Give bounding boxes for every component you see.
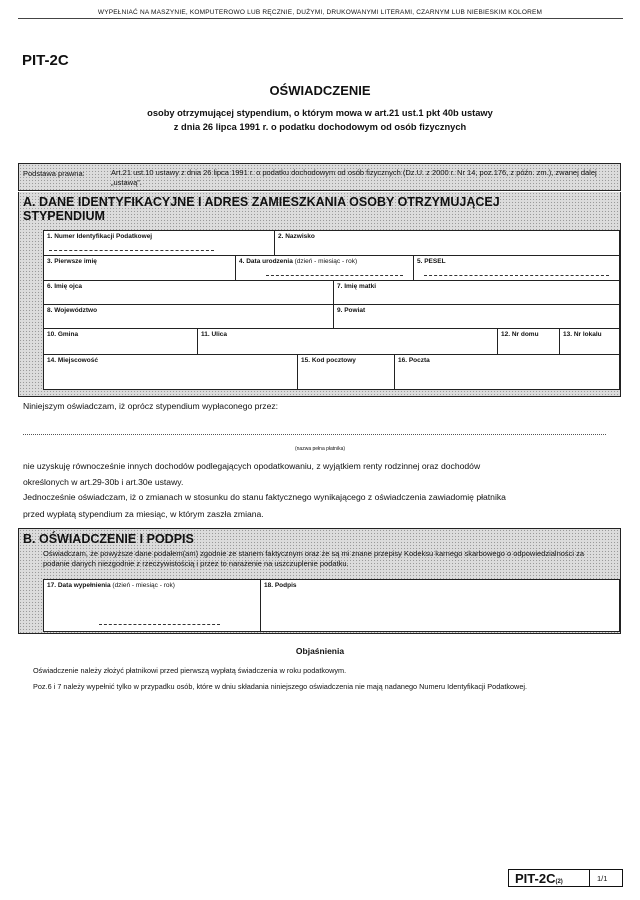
declaration-line-4: przed wypłatą stypendium za miesiąc, w którym zaszła zmiana. [23, 509, 264, 519]
document-title: OŚWIADCZENIE [269, 83, 371, 98]
section-b-statement: Oświadczam, że powyższe dane podałem(am) zgodnie ze stanem faktycznym oraz że są mi znane przepisy Kodeksu karnego skarbowego o odpowiedzialności za podanie danych niezgodnie z rzeczywistością i przez to narażenie na uszczuplenie podatku. [43, 549, 585, 568]
fill-date-ticks [99, 619, 220, 625]
surname-field[interactable] [274, 230, 620, 256]
voivodeship-label: 8. Województwo [47, 307, 98, 314]
top-rule [18, 18, 623, 19]
father-name-field[interactable] [43, 280, 334, 305]
city-field[interactable] [43, 354, 298, 390]
house-number-label: 12. Nr domu [501, 331, 539, 338]
payer-caption: (nazwa pełna płatnika) [294, 446, 346, 452]
document-subtitle [80, 106, 560, 134]
footer-form-code [515, 871, 563, 886]
county-label: 9. Powiat [337, 307, 366, 314]
post-office-field[interactable] [394, 354, 620, 390]
declaration-line-2: określonych w art.29-30b i art.30e ustawy. [23, 477, 184, 487]
fill-date-field[interactable] [43, 579, 261, 632]
mother-name-field[interactable] [333, 280, 620, 305]
signature-field[interactable] [260, 579, 620, 632]
section-b [18, 528, 621, 634]
form-footer [508, 869, 623, 887]
county-field[interactable] [333, 304, 620, 329]
nip-field[interactable] [43, 230, 275, 256]
section-b-title: B. OŚWIADCZENIE I PODPIS [23, 532, 194, 546]
apartment-number-field[interactable] [559, 328, 620, 355]
explanations-title: Objaśnienia [295, 646, 345, 656]
declaration-line-3: Jednocześnie oświadczam, iż o zmianach w stosunku do stanu faktycznego wynikającego z oświadczenia zawiadomię płatnika [23, 492, 506, 502]
explanation-2: Poz.6 i 7 należy wypełnić tylko w przypadku osób, które w dniu składania niniejszego oświadczenia nie mają nadanego Numeru Identyfikacji Podatkowej. [33, 682, 528, 691]
pesel-label: 5. PESEL [417, 258, 446, 265]
birth-date-label-text: 4. Data urodzenia [239, 258, 293, 265]
fill-date-label-text: 17. Data wypełnienia [47, 582, 111, 589]
footer-version: (2) [555, 879, 563, 885]
birth-date-field[interactable] [235, 255, 414, 281]
section-a [18, 192, 621, 397]
fill-date-hint: (dzień - miesiąc - rok) [112, 582, 175, 589]
explanation-1: Oświadczenie należy złożyć płatnikowi przed pierwszą wypłatą świadczenia w roku podatkowym. [33, 666, 347, 675]
birth-date-label [239, 258, 357, 265]
municipality-field[interactable] [43, 328, 198, 355]
birth-date-ticks [266, 270, 403, 276]
section-a-title: A. DANE IDENTYFIKACYJNE I ADRES ZAMIESZKANIA OSOBY OTRZYMUJĄCEJ STYPENDIUM [23, 195, 500, 223]
subtitle-line-1: osoby otrzymującej stypendium, o którym mowa w art.21 ust.1 pkt 40b ustawy [147, 108, 493, 118]
legal-basis-text: Art.21 ust.10 ustawy z dnia 26 lipca 1991 r. o podatku dochodowym od osób fizycznych (Dz.U. z 2000 r. Nr 14, poz.176, z późn. zm.), zwanej dalej „ustawą”. [111, 168, 597, 187]
mother-name-label: 7. Imię matki [337, 283, 377, 290]
fill-instruction: WYPEŁNIAĆ NA MASZYNIE, KOMPUTEROWO LUB RĘCZNIE, DUŻYMI, DRUKOWANYMI LITERAMI, CZARNYM LUB NIEBIESKIM KOLOREM [97, 9, 543, 16]
first-name-field[interactable] [43, 255, 236, 281]
postal-code-field[interactable] [297, 354, 395, 390]
legal-basis-label: Podstawa prawna: [23, 169, 85, 178]
apartment-number-label: 13. Nr lokalu [563, 331, 602, 338]
street-field[interactable] [197, 328, 498, 355]
footer-divider [589, 870, 590, 886]
city-label: 14. Miejscowość [47, 357, 98, 364]
street-label: 11. Ulica [201, 331, 228, 338]
subtitle-line-2: z dnia 26 lipca 1991 r. o podatku dochodowym od osób fizycznych [173, 122, 467, 132]
declaration-line-1: nie uzyskuję równocześnie innych dochodów podlegających opodatkowaniu, z wyjątkiem renty rodzinnej oraz dochodów [23, 461, 481, 471]
voivodeship-field[interactable] [43, 304, 334, 329]
pesel-digit-ticks [424, 270, 609, 276]
surname-label: 2. Nazwisko [278, 233, 315, 240]
pesel-field[interactable] [413, 255, 620, 281]
signature-label: 18. Podpis [264, 582, 297, 589]
postal-code-label: 15. Kod pocztowy [301, 357, 356, 364]
first-name-label: 3. Pierwsze imię [47, 258, 97, 265]
form-code: PIT-2C [22, 52, 69, 69]
legal-basis-box [18, 163, 621, 191]
payer-name-line[interactable] [23, 434, 606, 435]
footer-page-number: 1/1 [597, 874, 608, 883]
birth-date-hint: (dzień - miesiąc - rok) [294, 258, 358, 265]
post-office-label: 16. Poczta [398, 357, 430, 364]
house-number-field[interactable] [497, 328, 560, 355]
declaration-intro: Niniejszym oświadczam, iż oprócz stypendium wypłaconego przez: [23, 401, 279, 411]
fill-date-label [47, 582, 175, 589]
municipality-label: 10. Gmina [47, 331, 79, 338]
nip-label: 1. Numer Identyfikacji Podatkowej [47, 233, 153, 240]
footer-code-text: PIT-2C [515, 871, 556, 886]
father-name-label: 6. Imię ojca [47, 283, 83, 290]
nip-digit-ticks [49, 245, 214, 251]
